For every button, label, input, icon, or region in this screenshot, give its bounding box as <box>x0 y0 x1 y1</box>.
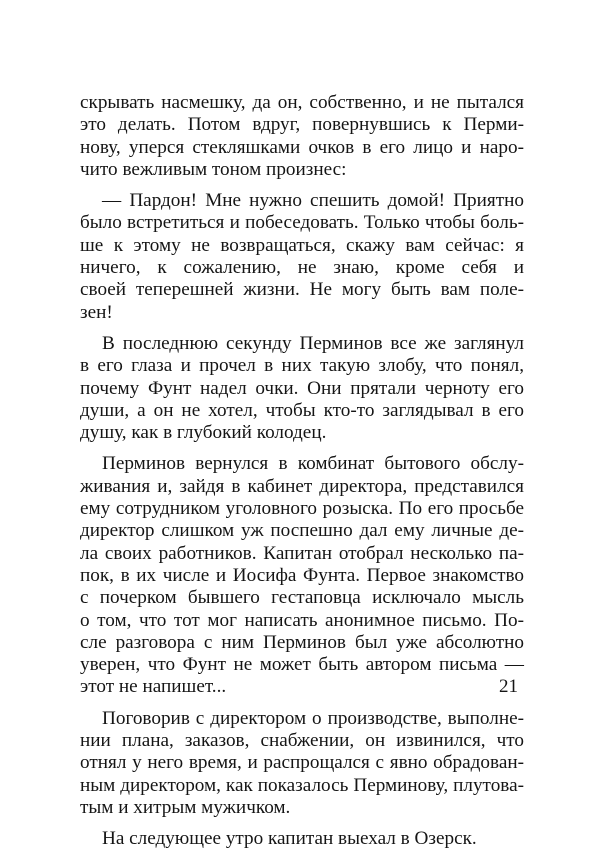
text-line: в его глаза и прочел в них такую злобу, что понял, <box>80 355 524 377</box>
text-line: чито вежливым тоном произнес: <box>80 158 347 180</box>
text-line: своей теперешней жизни. Не могу быть вам поле- <box>80 279 524 301</box>
body-text <box>80 92 524 851</box>
text-line: пок, в их числе и Иосифа Фунта. Первое знакомство <box>80 564 524 586</box>
text-line: ше к этому не возвращаться, скажу вам сейчас: я <box>80 234 524 256</box>
text-line: ла своих работников. Капитан отобрал несколько па- <box>80 542 524 564</box>
text-line: скрывать насмешку, да он, собственно, и не пытался <box>80 92 524 113</box>
text-line: почему Фунт надел очки. Они прятали черноту его <box>80 377 524 399</box>
text-line: это делать. Потом вдруг, повернувшись к Перми- <box>80 114 524 136</box>
text-line: На следующее утро капитан выехал в Озерск. <box>102 828 477 850</box>
text-line: с почерком бывшего гестаповца исключало мысль <box>80 587 524 609</box>
text-line: ничего, к сожалению, не знаю, кроме себя и <box>80 257 524 279</box>
text-line: В последнюю секунду Перминов все же заглянул <box>102 332 524 354</box>
paragraph <box>80 92 524 181</box>
text-line: отнял у него время, и распрощался с явно обрадован- <box>80 752 524 774</box>
text-line: ему сотрудником уголовного розыска. По его просьбе <box>80 498 524 520</box>
text-line: сле разговора с ним Перминов был уже абсолютно <box>80 631 524 653</box>
paragraph <box>80 333 524 444</box>
text-line: живания и, зайдя в кабинет директора, представился <box>80 475 524 497</box>
text-line: нову, уперся стекляшками очков в его лицо и наро- <box>80 136 524 158</box>
paragraph <box>80 708 524 819</box>
page-number: 21 <box>499 676 518 697</box>
text-line: душу, как в глубокий колодец. <box>80 422 327 444</box>
text-line: директор слишком уж поспешно дал ему личные де- <box>80 520 524 542</box>
text-line: этот не напишет... <box>80 676 227 698</box>
text-line: тым и хитрым мужичком. <box>80 796 291 818</box>
text-line: нии плана, заказов, снабжении, он извинился, что <box>80 730 524 752</box>
text-line: души, а он не хотел, чтобы кто-то заглядывал в его <box>80 399 524 421</box>
text-line: о том, что тот мог написать анонимное письмо. По- <box>80 609 524 631</box>
paragraph <box>80 828 524 850</box>
text-line: Перминов вернулся в комбинат бытового обслу- <box>102 453 524 475</box>
text-line: Поговорив с директором о производстве, выполне- <box>102 707 524 729</box>
text-line: ным директором, как показалось Перминову, плутова- <box>80 774 524 796</box>
text-line: было встретиться и побеседовать. Только чтобы боль- <box>80 212 524 234</box>
text-line: уверен, что Фунт не может быть автором письма — <box>80 654 524 676</box>
text-line: зен! <box>80 301 113 323</box>
paragraph <box>80 453 524 698</box>
paragraph <box>80 190 524 324</box>
text-line: — Пардон! Мне нужно спешить домой! Приятно <box>102 190 524 212</box>
